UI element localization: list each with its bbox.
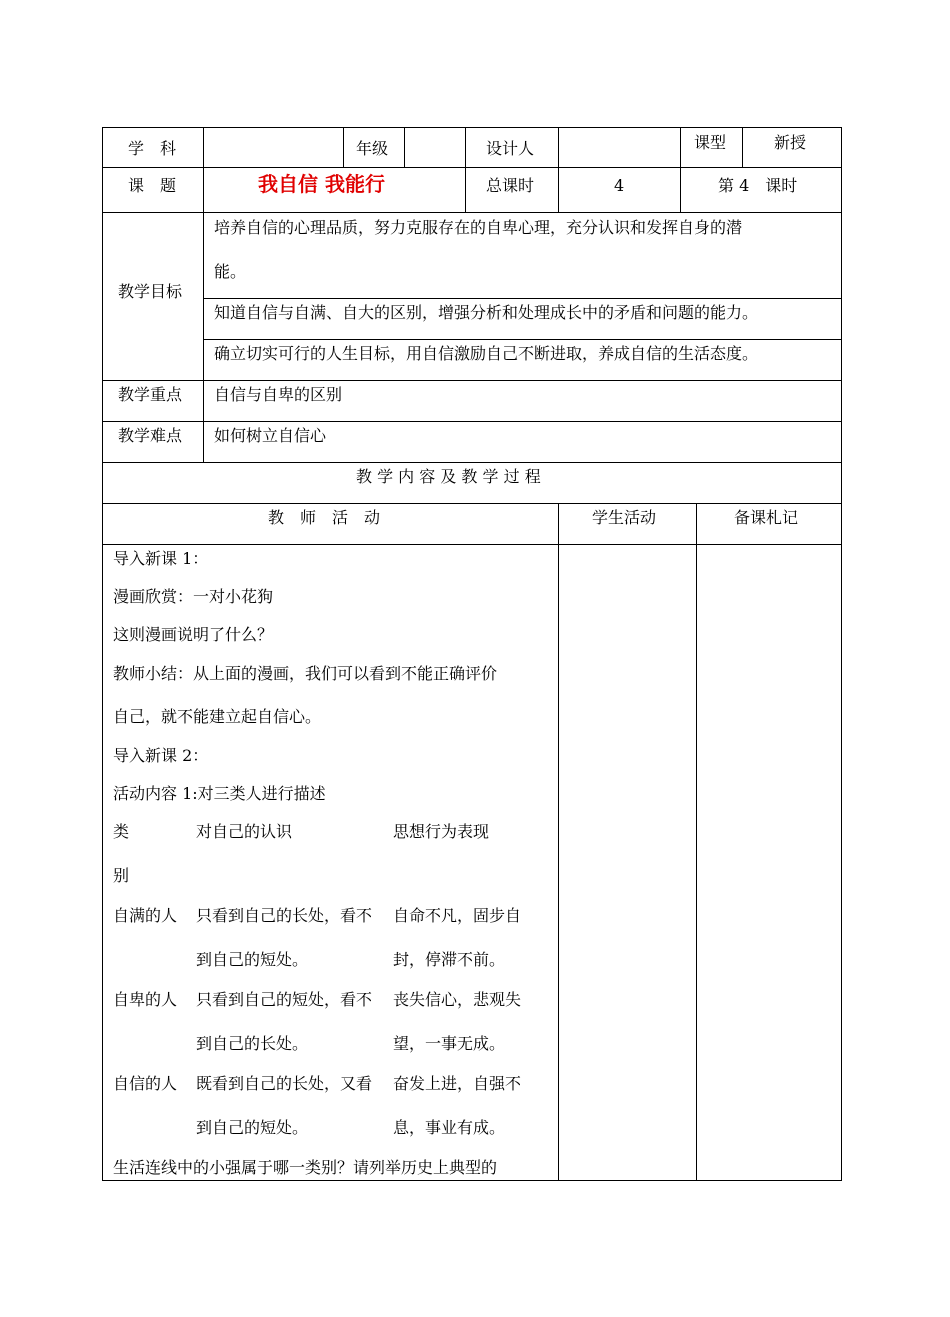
row-behavior-cont: 封，停滞不前。 — [393, 950, 506, 969]
focus-label: 教学重点 — [118, 385, 183, 404]
row-behavior-cont: 息，事业有成。 — [393, 1118, 506, 1137]
table-rule — [742, 127, 743, 167]
column-self-view: 对自己的认识 — [196, 822, 293, 841]
topic-label: 课 题 — [128, 176, 177, 195]
table-rule — [102, 127, 103, 1181]
table-rule — [102, 462, 842, 463]
focus-value: 自信与自卑的区别 — [214, 385, 343, 404]
table-rule — [102, 127, 842, 128]
row-behavior: 自命不凡，固步自 — [393, 906, 522, 925]
activity-line: 活动内容 1:对三类人进行描述 — [113, 784, 326, 803]
lesson-title: 我自信 我能行 — [258, 172, 385, 196]
row-self-view-cont: 到自己的短处。 — [196, 950, 309, 969]
intro-1: 导入新课 1： — [113, 549, 209, 568]
comic-line: 漫画欣赏：一对小花狗 — [113, 587, 274, 606]
summary-line-1: 教师小结：从上面的漫画，我们可以看到不能正确评价 — [113, 664, 498, 683]
table-rule — [102, 167, 842, 168]
row-self-view: 只看到自己的长处，看不 — [196, 906, 373, 925]
table-rule — [558, 503, 559, 1181]
intro-2: 导入新课 2： — [113, 746, 209, 765]
column-behavior: 思想行为表现 — [393, 822, 490, 841]
objectives-label: 教学目标 — [118, 282, 183, 301]
student-activity-header: 学生活动 — [592, 508, 657, 527]
column-type-top: 类 — [113, 822, 130, 841]
table-rule — [203, 127, 204, 462]
designer-label: 设计人 — [486, 139, 535, 158]
question-line: 这则漫画说明了什么？ — [113, 625, 274, 644]
difficulty-value: 如何树立自信心 — [214, 426, 327, 445]
objective-1: 培养自信的心理品质，努力克服存在的自卑心理，充分认识和发挥自身的潜 — [214, 218, 743, 237]
row-self-view: 既看到自己的长处，又看 — [196, 1074, 373, 1093]
row-self-view-cont: 到自己的长处。 — [196, 1034, 309, 1053]
objective-1-cont: 能。 — [214, 262, 247, 281]
notes-header: 备课札记 — [734, 508, 799, 527]
table-rule — [343, 127, 344, 167]
table-rule — [102, 544, 842, 545]
summary-line-2: 自己，就不能建立起自信心。 — [113, 707, 322, 726]
table-rule — [558, 127, 559, 212]
column-type-bottom: 别 — [113, 866, 130, 885]
total-periods-value: 4 — [614, 176, 625, 195]
closing-question: 生活连线中的小强属于哪一类别？请列举历史上典型的 — [113, 1158, 498, 1177]
objective-2: 知道自信与自满、自大的区别，增强分析和处理成长中的矛盾和问题的能力。 — [214, 303, 759, 322]
table-rule — [465, 127, 466, 212]
row-self-view-cont: 到自己的短处。 — [196, 1118, 309, 1137]
table-rule — [696, 503, 697, 1181]
difficulty-label: 教学难点 — [118, 426, 183, 445]
table-rule — [680, 127, 681, 212]
table-rule — [203, 339, 842, 340]
table-rule — [102, 421, 842, 422]
lesson-type-label: 课型 — [694, 133, 727, 152]
row-type: 自满的人 — [113, 906, 178, 925]
table-rule — [102, 212, 842, 213]
row-behavior: 奋发上进，自强不 — [393, 1074, 522, 1093]
process-header: 教 学 内 容 及 教 学 过 程 — [356, 467, 541, 486]
table-rule — [102, 503, 842, 504]
table-rule — [102, 380, 842, 381]
table-rule — [102, 1180, 842, 1181]
teacher-activity-header: 教 师 活 动 — [268, 508, 381, 527]
table-rule — [203, 298, 842, 299]
row-type: 自信的人 — [113, 1074, 178, 1093]
row-self-view: 只看到自己的短处，看不 — [196, 990, 373, 1009]
table-rule — [404, 127, 405, 167]
lesson-type-value: 新授 — [774, 133, 807, 152]
subject-label: 学 科 — [128, 139, 177, 158]
table-rule — [841, 127, 842, 1181]
total-periods-label: 总课时 — [486, 176, 535, 195]
row-behavior-cont: 望，一事无成。 — [393, 1034, 506, 1053]
grade-label: 年级 — [356, 139, 389, 158]
row-behavior: 丧失信心，悲观失 — [393, 990, 522, 1009]
objective-3: 确立切实可行的人生目标，用自信激励自己不断进取，养成自信的生活态度。 — [214, 344, 759, 363]
period-number: 第 4 课时 — [718, 176, 798, 195]
row-type: 自卑的人 — [113, 990, 178, 1009]
